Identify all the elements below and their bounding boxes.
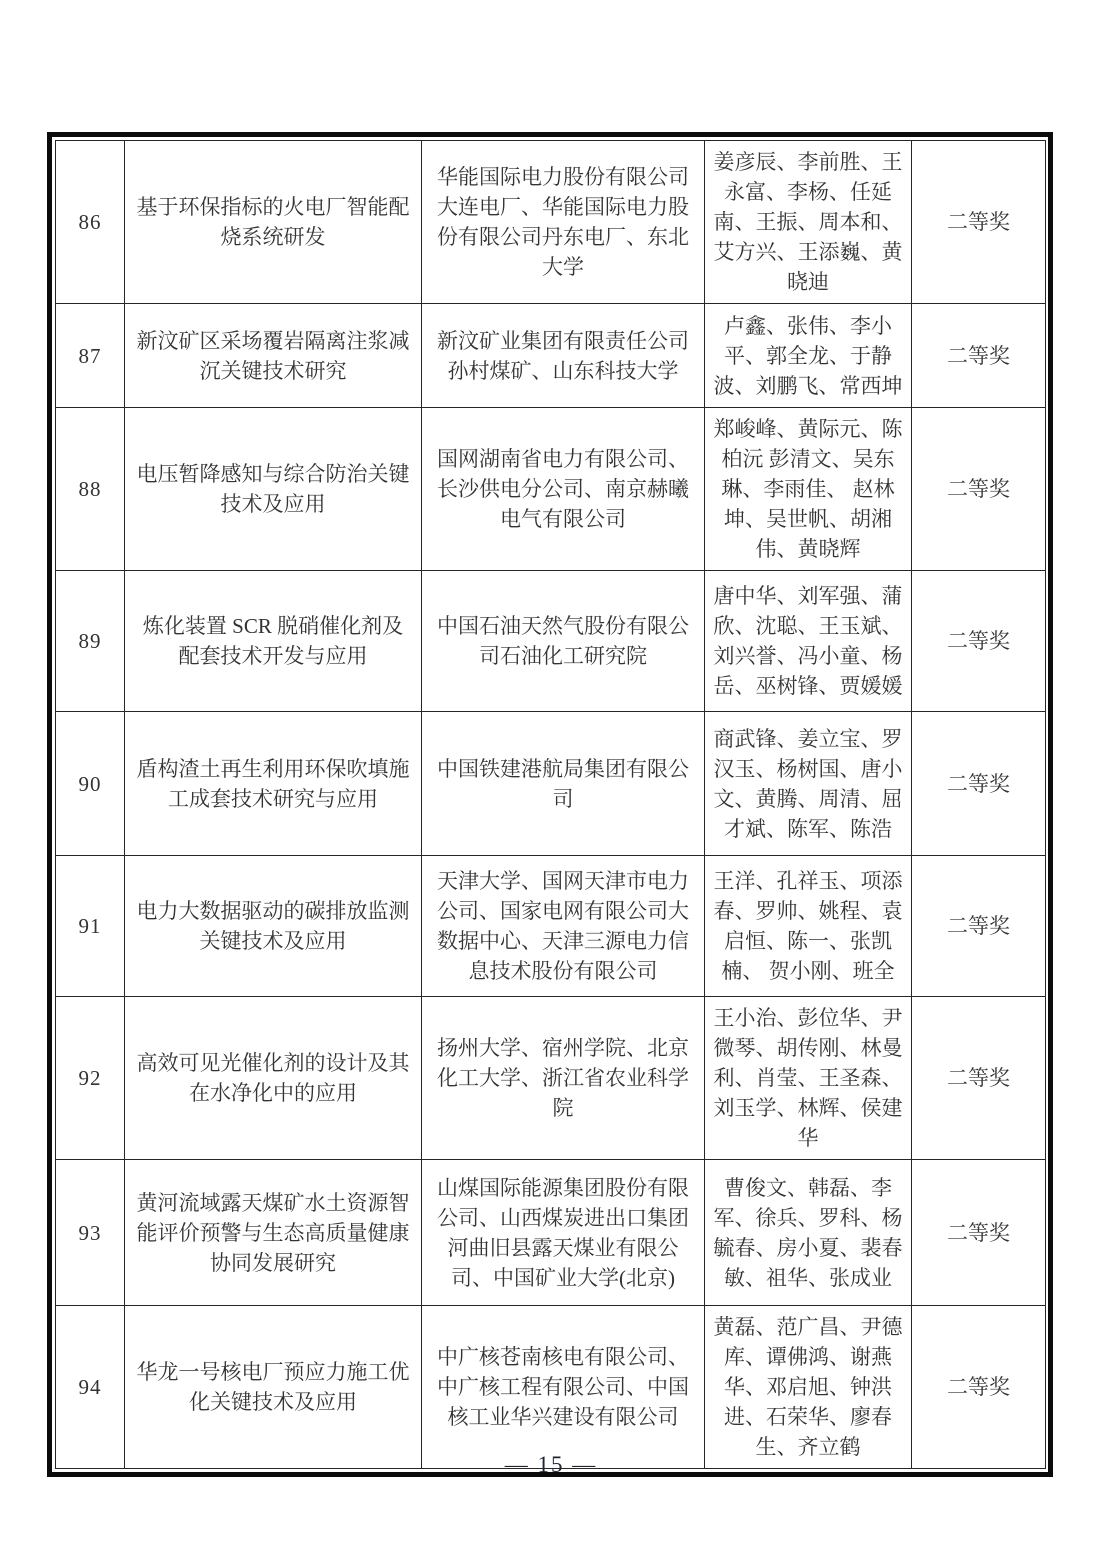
organizations: 华能国际电力股份有限公司大连电厂、华能国际电力股份有限公司丹东电厂、东北大学 — [422, 141, 705, 304]
award-level: 二等奖 — [912, 997, 1046, 1160]
table-row — [56, 571, 1046, 712]
row-number: 87 — [56, 304, 125, 408]
organizations: 山煤国际能源集团股份有限公司、山西煤炭进出口集团河曲旧县露天煤业有限公司、中国矿业大学(北京) — [422, 1160, 705, 1306]
awardees: 曹俊文、韩磊、李军、徐兵、罗科、杨毓春、房小夏、裴春敏、祖华、张成业 — [705, 1160, 912, 1306]
awards-table — [55, 140, 1046, 1469]
table-row — [56, 856, 1046, 997]
project-name: 电压暂降感知与综合防治关键技术及应用 — [125, 408, 422, 571]
organizations: 新汶矿业集团有限责任公司孙村煤矿、山东科技大学 — [422, 304, 705, 408]
organizations: 中国石油天然气股份有限公司石油化工研究院 — [422, 571, 705, 712]
row-number: 94 — [56, 1306, 125, 1469]
awards-table-frame — [47, 132, 1053, 1477]
organizations: 国网湖南省电力有限公司、长沙供电分公司、南京赫曦电气有限公司 — [422, 408, 705, 571]
awardees: 黄磊、范广昌、尹德库、谭佛鸿、谢燕华、邓启旭、钟洪进、石荣华、廖春生、齐立鹤 — [705, 1306, 912, 1469]
row-number: 91 — [56, 856, 125, 997]
awards-table-body — [56, 141, 1046, 1469]
page-number: — 15 — — [504, 1452, 598, 1477]
award-level: 二等奖 — [912, 408, 1046, 571]
table-row — [56, 1306, 1046, 1469]
project-name: 盾构渣土再生利用环保吹填施工成套技术研究与应用 — [125, 712, 422, 856]
row-number: 89 — [56, 571, 125, 712]
project-name: 基于环保指标的火电厂智能配烧系统研发 — [125, 141, 422, 304]
project-name: 新汶矿区采场覆岩隔离注浆减沉关键技术研究 — [125, 304, 422, 408]
project-name: 华龙一号核电厂预应力施工优化关键技术及应用 — [125, 1306, 422, 1469]
row-number: 88 — [56, 408, 125, 571]
project-name: 高效可见光催化剂的设计及其在水净化中的应用 — [125, 997, 422, 1160]
table-row — [56, 304, 1046, 408]
table-row — [56, 997, 1046, 1160]
award-level: 二等奖 — [912, 141, 1046, 304]
award-level: 二等奖 — [912, 304, 1046, 408]
award-level: 二等奖 — [912, 571, 1046, 712]
project-name: 黄河流域露天煤矿水土资源智能评价预警与生态高质量健康协同发展研究 — [125, 1160, 422, 1306]
row-number: 86 — [56, 141, 125, 304]
organizations: 扬州大学、宿州学院、北京化工大学、浙江省农业科学院 — [422, 997, 705, 1160]
table-row — [56, 712, 1046, 856]
table-row — [56, 141, 1046, 304]
award-level: 二等奖 — [912, 1306, 1046, 1469]
award-level: 二等奖 — [912, 712, 1046, 856]
project-name: 电力大数据驱动的碳排放监测关键技术及应用 — [125, 856, 422, 997]
project-name: 炼化装置 SCR 脱硝催化剂及配套技术开发与应用 — [125, 571, 422, 712]
organizations: 中国铁建港航局集团有限公司 — [422, 712, 705, 856]
awardees: 商武锋、姜立宝、罗汉玉、杨树国、唐小文、黄腾、周清、屈才斌、陈军、陈浩 — [705, 712, 912, 856]
table-row — [56, 1160, 1046, 1306]
award-level: 二等奖 — [912, 1160, 1046, 1306]
awardees: 郑峻峰、黄际元、陈柏沅 彭清文、吴东琳、李雨佳、 赵林坤、吴世帆、胡湘伟、黄晓辉 — [705, 408, 912, 571]
table-row — [56, 408, 1046, 571]
award-level: 二等奖 — [912, 856, 1046, 997]
row-number: 93 — [56, 1160, 125, 1306]
awardees: 姜彦辰、李前胜、王永富、李杨、任延南、王振、周本和、艾方兴、王添巍、黄晓迪 — [705, 141, 912, 304]
organizations: 天津大学、国网天津市电力公司、国家电网有限公司大数据中心、天津三源电力信息技术股份有限公司 — [422, 856, 705, 997]
awardees: 卢鑫、张伟、李小平、郭全龙、于静波、刘鹏飞、常西坤 — [705, 304, 912, 408]
awardees: 王小治、彭位华、尹微琴、胡传刚、林曼利、肖莹、王圣森、刘玉学、林辉、侯建华 — [705, 997, 912, 1160]
awardees: 唐中华、刘军强、蒲欣、沈聪、王玉斌、刘兴誉、冯小童、杨岳、巫树锋、贾媛媛 — [705, 571, 912, 712]
awardees: 王洋、孔祥玉、项添春、罗帅、姚程、袁启恒、陈一、张凯楠、 贺小刚、班全 — [705, 856, 912, 997]
organizations: 中广核苍南核电有限公司、中广核工程有限公司、中国核工业华兴建设有限公司 — [422, 1306, 705, 1469]
row-number: 90 — [56, 712, 125, 856]
row-number: 92 — [56, 997, 125, 1160]
